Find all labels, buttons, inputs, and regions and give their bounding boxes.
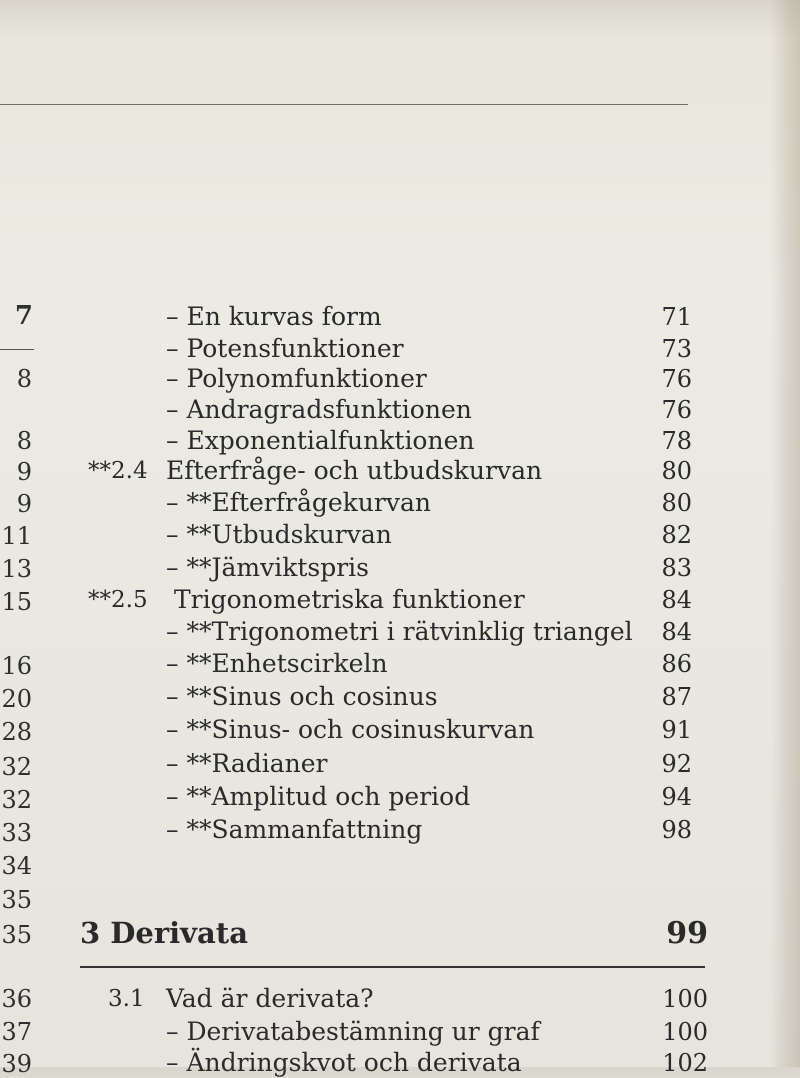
left-page-number: 35 xyxy=(1,886,32,914)
left-page-number: 36 xyxy=(1,985,32,1013)
toc-entry-title: – **Utbudskurvan xyxy=(166,520,392,549)
toc-entry-page: 100 xyxy=(662,1018,708,1046)
left-page-number: 9 xyxy=(16,458,32,486)
toc-entry-title: – En kurvas form xyxy=(166,302,382,331)
toc-entry xyxy=(0,395,800,425)
left-page-number: 9 xyxy=(16,490,32,518)
toc-entry-page: 84 xyxy=(661,586,692,614)
chapter-rule xyxy=(80,966,705,968)
left-page-number: 35 xyxy=(1,921,32,949)
toc-entry-page: 100 xyxy=(662,985,708,1013)
toc-entry-title: – **Enhetscirkeln xyxy=(166,649,388,678)
toc-entry-title: – Andragradsfunktionen xyxy=(166,395,472,424)
toc-entry xyxy=(0,364,800,394)
toc-entry xyxy=(0,520,800,550)
toc-entry xyxy=(0,334,800,364)
toc-entry-page: 82 xyxy=(661,521,692,549)
toc-entry xyxy=(0,782,800,812)
toc-entry-page: 102 xyxy=(662,1049,708,1077)
toc-entry-page: 78 xyxy=(661,427,692,455)
toc-entry-page: 87 xyxy=(661,683,692,711)
toc-section-number: **2.4 xyxy=(88,458,148,484)
left-page-number: 32 xyxy=(1,786,32,814)
left-page-number: 37 xyxy=(1,1018,32,1046)
toc-section xyxy=(0,456,800,486)
toc-section-title: Vad är derivata? xyxy=(166,984,374,1013)
toc-entry-title: – Ändringskvot och derivata xyxy=(166,1048,522,1077)
toc-entry-title: – **Sinus- och cosinuskurvan xyxy=(166,715,535,744)
toc-entry-page: 80 xyxy=(661,489,692,517)
toc-section-title: Efterfråge- och utbudskurvan xyxy=(166,456,543,485)
toc-entry-title: – Polynomfunktioner xyxy=(166,364,427,393)
toc-entry-page: 76 xyxy=(661,396,692,424)
toc-entry-title: – **Efterfrågekurvan xyxy=(166,488,431,517)
left-page-number: 15 xyxy=(1,588,32,616)
toc-entry-page: 76 xyxy=(661,365,692,393)
left-page-number: 20 xyxy=(1,685,32,713)
toc-section-number: **2.5 xyxy=(88,587,148,613)
toc-entry-page: 86 xyxy=(661,650,692,678)
toc-entry-page: 84 xyxy=(661,618,692,646)
toc-entry xyxy=(0,426,800,456)
toc-entry xyxy=(0,715,800,745)
left-page-number: 33 xyxy=(1,819,32,847)
chapter-number: 7 xyxy=(14,301,33,331)
toc-entry-page: 80 xyxy=(661,457,692,485)
toc-entry xyxy=(0,617,800,647)
toc-section xyxy=(0,984,800,1014)
toc-entry-page: 91 xyxy=(661,716,692,744)
header-rule xyxy=(0,104,688,105)
toc-entry xyxy=(0,488,800,518)
toc-entry xyxy=(0,302,800,332)
toc-entry xyxy=(0,815,800,845)
toc-section-number: 3.1 xyxy=(108,986,145,1012)
toc-entry xyxy=(0,649,800,679)
toc-entry-page: 83 xyxy=(661,554,692,582)
left-page-number: 34 xyxy=(1,852,32,880)
left-page-number: 16 xyxy=(1,652,32,680)
toc-entry-page: 71 xyxy=(661,303,692,331)
left-page-number: 11 xyxy=(1,522,32,550)
toc-entry-title: – **Radianer xyxy=(166,749,328,778)
toc-entry-title: – **Amplitud och period xyxy=(166,782,471,811)
toc-section xyxy=(0,585,800,615)
toc-entry-title: – Exponentialfunktionen xyxy=(166,426,475,455)
toc-section-title: Trigonometriska funktioner xyxy=(174,585,525,614)
toc-entry xyxy=(0,553,800,583)
toc-entry-page: 94 xyxy=(661,783,692,811)
left-page-number: 32 xyxy=(1,753,32,781)
left-page-number: 8 xyxy=(16,365,32,393)
chapter-page: 99 xyxy=(666,916,708,951)
toc-entry-title: – **Sinus och cosinus xyxy=(166,682,438,711)
toc-entry xyxy=(0,682,800,712)
left-page-number: 28 xyxy=(1,718,32,746)
toc-entry xyxy=(0,1048,800,1078)
toc-entry xyxy=(0,1017,800,1047)
left-page-number: 13 xyxy=(1,555,32,583)
chapter-title: 3 Derivata xyxy=(80,916,248,950)
toc-entry-title: – **Sammanfattning xyxy=(166,815,423,844)
toc-entry-page: 73 xyxy=(661,335,692,363)
toc-entry-title: – **Jämviktspris xyxy=(166,553,370,582)
toc-entry-page: 92 xyxy=(661,750,692,778)
toc-entry-page: 98 xyxy=(661,816,692,844)
left-page-number: 39 xyxy=(1,1050,32,1078)
toc-entry-title: – Potensfunktioner xyxy=(166,334,404,363)
toc-entry-title: – Derivatabestämning ur graf xyxy=(166,1017,540,1046)
toc-entry xyxy=(0,749,800,779)
toc-entry-title: – **Trigonometri i rätvinklig triangel xyxy=(166,617,633,646)
left-page-number: 8 xyxy=(16,427,32,455)
